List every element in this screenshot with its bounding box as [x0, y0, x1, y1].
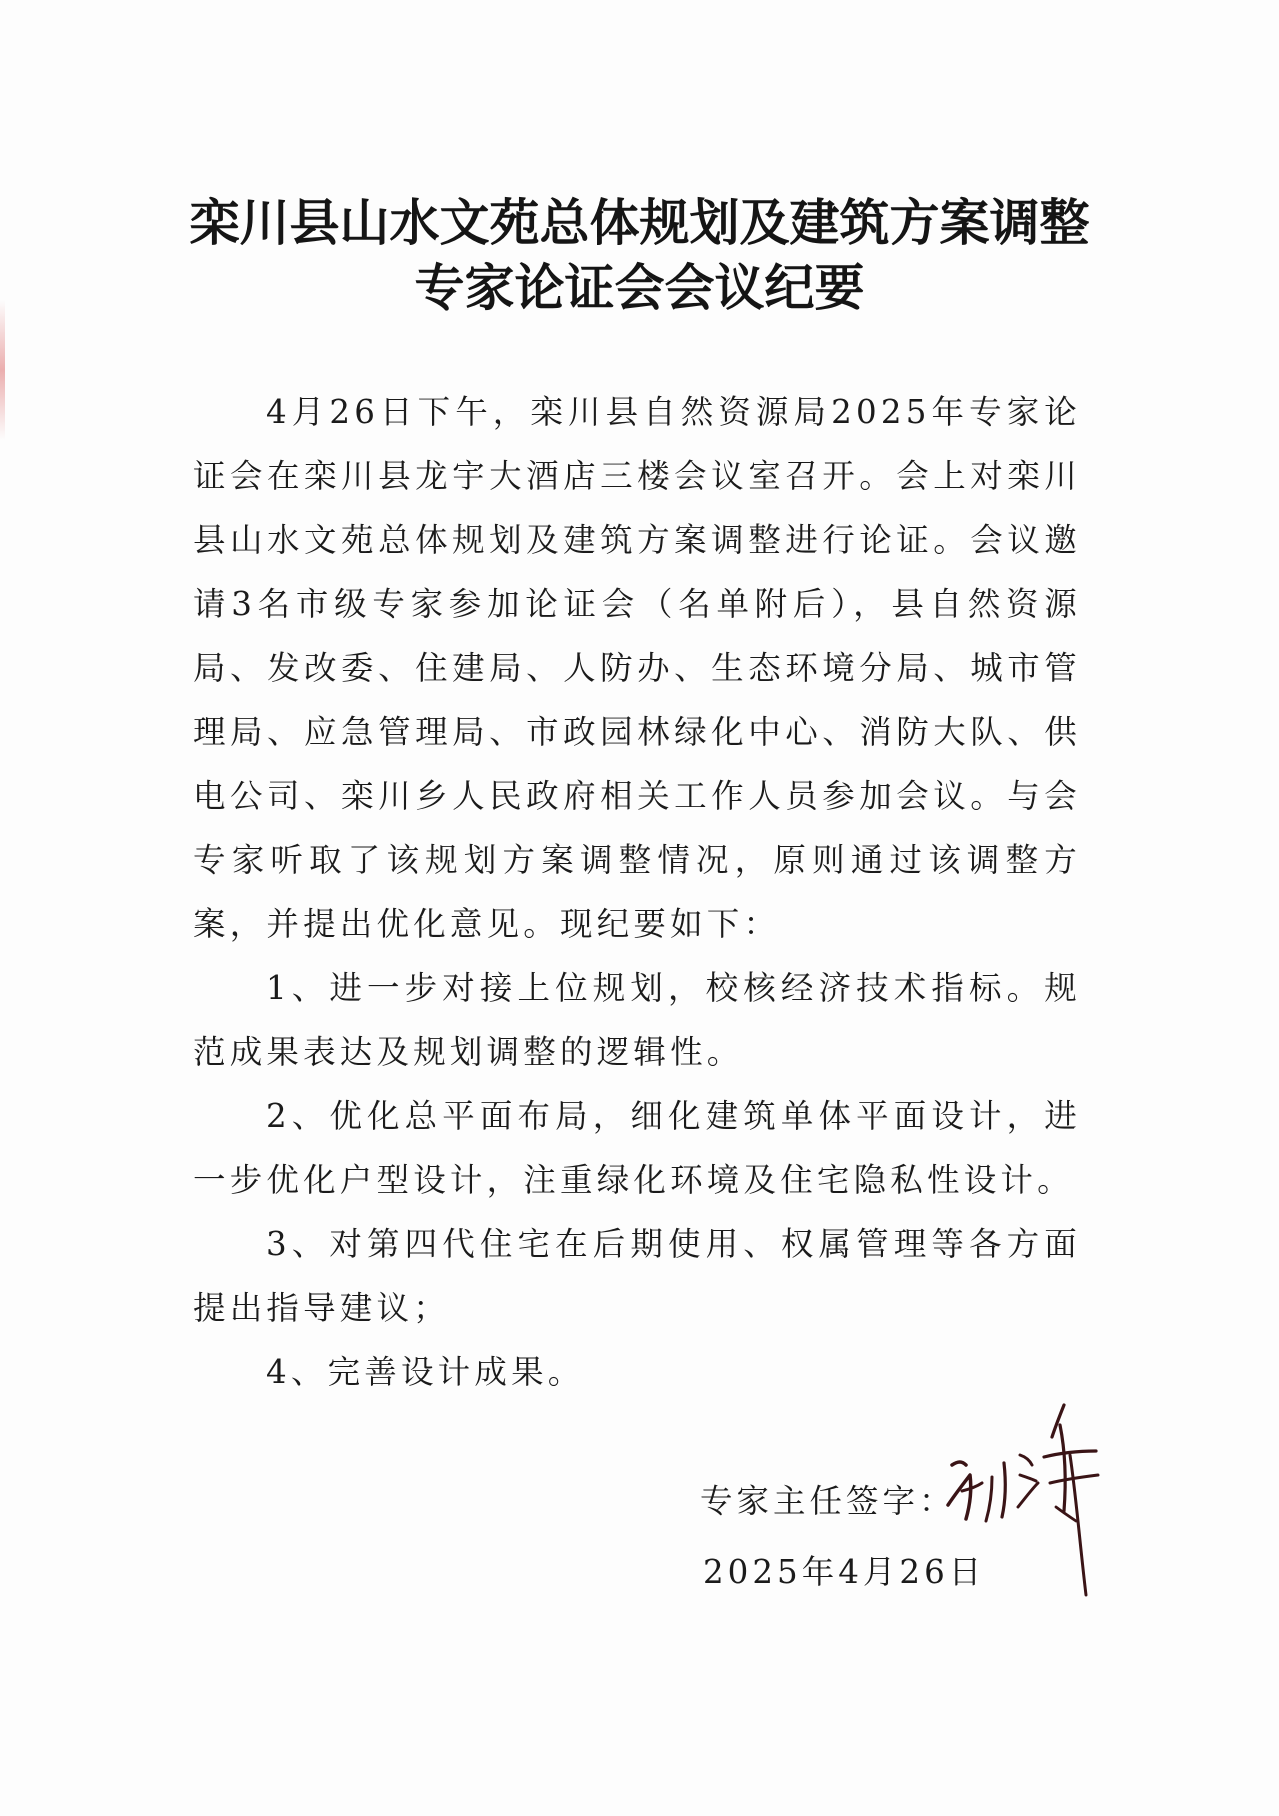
list-item-2: 2、优化总平面布局，细化建筑单体平面设计，进一步优化户型设计，注重绿化环境及住宅隐私性设计。: [193, 1097, 1081, 1199]
list-item-4: 4、完善设计成果。: [266, 1353, 585, 1391]
document-body: [193, 380, 1081, 1404]
list-item-1: 1、进一步对接上位规划，校核经济技术指标。规范成果表达及规划调整的逻辑性。: [193, 969, 1081, 1071]
document-title-line-1: 栾川县山水文苑总体规划及建筑方案调整: [189, 194, 1090, 252]
document-date: 2025年4月26日: [703, 1553, 986, 1591]
list-item-3: 3、对第四代住宅在后期使用、权属管理等各方面提出指导建议；: [193, 1225, 1081, 1327]
edge-mark: [0, 300, 5, 440]
document-title-line-2: 专家论证会会议纪要: [414, 259, 865, 317]
signature-label: 专家主任签字：: [700, 1482, 956, 1520]
intro-paragraph: 4月26日下午，栾川县自然资源局2025年专家论证会在栾川县龙宇大酒店三楼会议室召开。会上对栾川县山水文苑总体规划及建筑方案调整进行论证。会议邀请3名市级专家参加论证会（名单附后），县自然资源局、发改委、住建局、人防办、生态环境分局、城市管理局、应急管理局、市政园林绿化中心、消防大队、供电公司、栾川乡人民政府相关工作人员参加会议。与会专家听取了该规划方案调整情况，原则通过该调整方案，并提出优化意见。现纪要如下：: [193, 393, 1081, 943]
